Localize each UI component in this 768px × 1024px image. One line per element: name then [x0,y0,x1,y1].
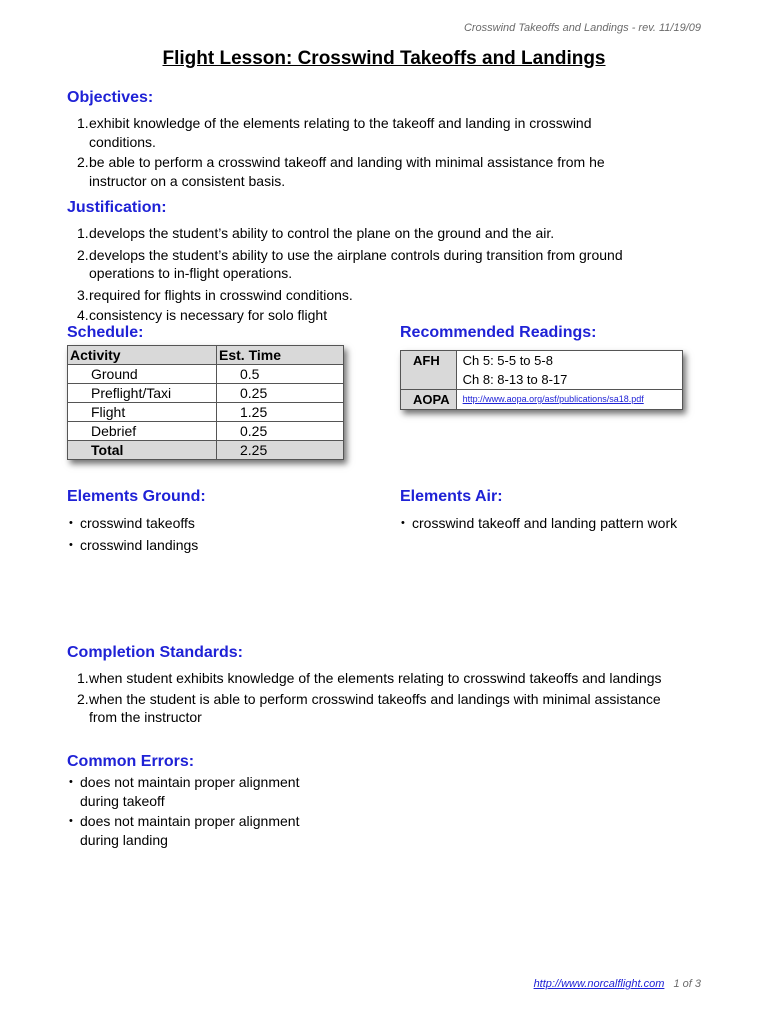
item-text: be able to perform a crosswind takeoff and landing with minimal assistance from he instructor on a consistent basis. [89,154,605,189]
item-text: when the student is able to perform crosswind takeoffs and landings with minimal assistance from the instructor [89,690,661,725]
justification-list [67,224,687,327]
header-note: Crosswind Takeoffs and Landings - rev. 11/19/09 [463,22,701,34]
objectives-heading: Objectives: [67,89,154,106]
schedule-heading: Schedule: [67,324,144,341]
item-text: crosswind takeoff and landing pattern work [412,515,678,531]
item-text: exhibit knowledge of the elements relating to the takeoff and landing in crosswind conditions. [89,115,592,150]
reading-source: AFH [401,351,457,390]
list-item [67,224,687,243]
list-item [390,514,690,533]
errors-list [58,773,340,852]
activity-cell: Ground [68,365,217,384]
item-text: develops the student’s ability to control the plane on the ground and the air. [89,225,555,241]
item-number: 2. [77,154,89,170]
item-text: does not maintain proper alignment during landing [80,813,300,848]
time-cell: 0.25 [217,384,344,403]
list-item [67,306,687,325]
activity-cell: Preflight/Taxi [68,384,217,403]
elements-air-list [390,514,690,536]
list-item [67,246,687,283]
readings-table [400,350,683,410]
list-item [67,114,657,151]
reading-link[interactable]: http://www.aopa.org/asf/publications/sa18.pdf [456,390,682,410]
reading-value [456,351,682,390]
table-row [68,422,344,441]
bullet-icon: • [401,517,405,529]
bullet-icon: • [69,517,73,529]
list-item [67,669,667,688]
table-row [401,351,683,390]
list-item [67,690,667,727]
list-item [67,153,657,190]
table-row [68,384,344,403]
page-title: Flight Lesson: Crosswind Takeoffs and Landings [162,48,606,69]
table-row [401,390,683,410]
table-header-row [68,346,344,365]
reading-line: Ch 5: 5-5 to 5-8 [462,353,553,368]
item-text: crosswind takeoffs [80,515,195,531]
list-item [58,536,338,555]
bullet-icon: • [69,538,73,551]
item-text: when student exhibits knowledge of the elements relating to crosswind takeoffs and landings [89,670,662,686]
reading-source: AOPA [401,390,457,410]
list-item [58,773,340,810]
total-label: Total [68,441,217,460]
list-item [58,514,338,533]
list-item [67,286,687,305]
list-item [58,812,340,849]
item-number: 1. [77,225,89,241]
item-number: 2. [77,690,89,707]
time-cell: 1.25 [217,403,344,422]
schedule-table-wrap [67,345,344,460]
bullet-icon: • [69,776,73,788]
table-row [68,365,344,384]
readings-table-wrap [400,350,683,410]
elements-ground-list [58,514,338,557]
reading-line: Ch 8: 8-13 to 8-17 [462,372,568,387]
item-number: 1. [77,670,89,686]
column-header-activity: Activity [68,346,217,365]
item-text: crosswind landings [80,536,199,553]
bullet-icon: • [69,815,73,827]
time-cell: 0.5 [217,365,344,384]
total-value: 2.25 [217,441,344,460]
time-cell: 0.25 [217,422,344,441]
item-text: required for flights in crosswind conditions. [89,286,353,303]
item-number: 2. [77,246,89,263]
elements-ground-heading: Elements Ground: [67,488,206,505]
activity-cell: Debrief [68,422,217,441]
readings-heading: Recommended Readings: [400,324,597,341]
item-text: consistency is necessary for solo flight [89,307,328,323]
item-number: 3. [77,286,89,303]
footer-link[interactable]: http://www.norcalflight.com [533,978,665,990]
activity-cell: Flight [68,403,217,422]
item-text: does not maintain proper alignment during takeoff [80,774,300,809]
table-row [68,403,344,422]
item-number: 1. [77,115,89,131]
column-header-time: Est. Time [217,346,344,365]
elements-air-heading: Elements Air: [400,488,503,505]
completion-list [67,669,667,729]
table-total-row [68,441,344,460]
item-number: 4. [77,307,89,323]
objectives-list [67,114,657,192]
schedule-table [67,345,344,460]
completion-heading: Completion Standards: [67,644,244,661]
justification-heading: Justification: [67,199,167,216]
page-number: 1 of 3 [673,978,701,990]
footer [534,978,701,990]
item-text: develops the student’s ability to use the airplane controls during transition from ground operations to in-flight operations. [89,246,623,281]
errors-heading: Common Errors: [67,753,195,770]
